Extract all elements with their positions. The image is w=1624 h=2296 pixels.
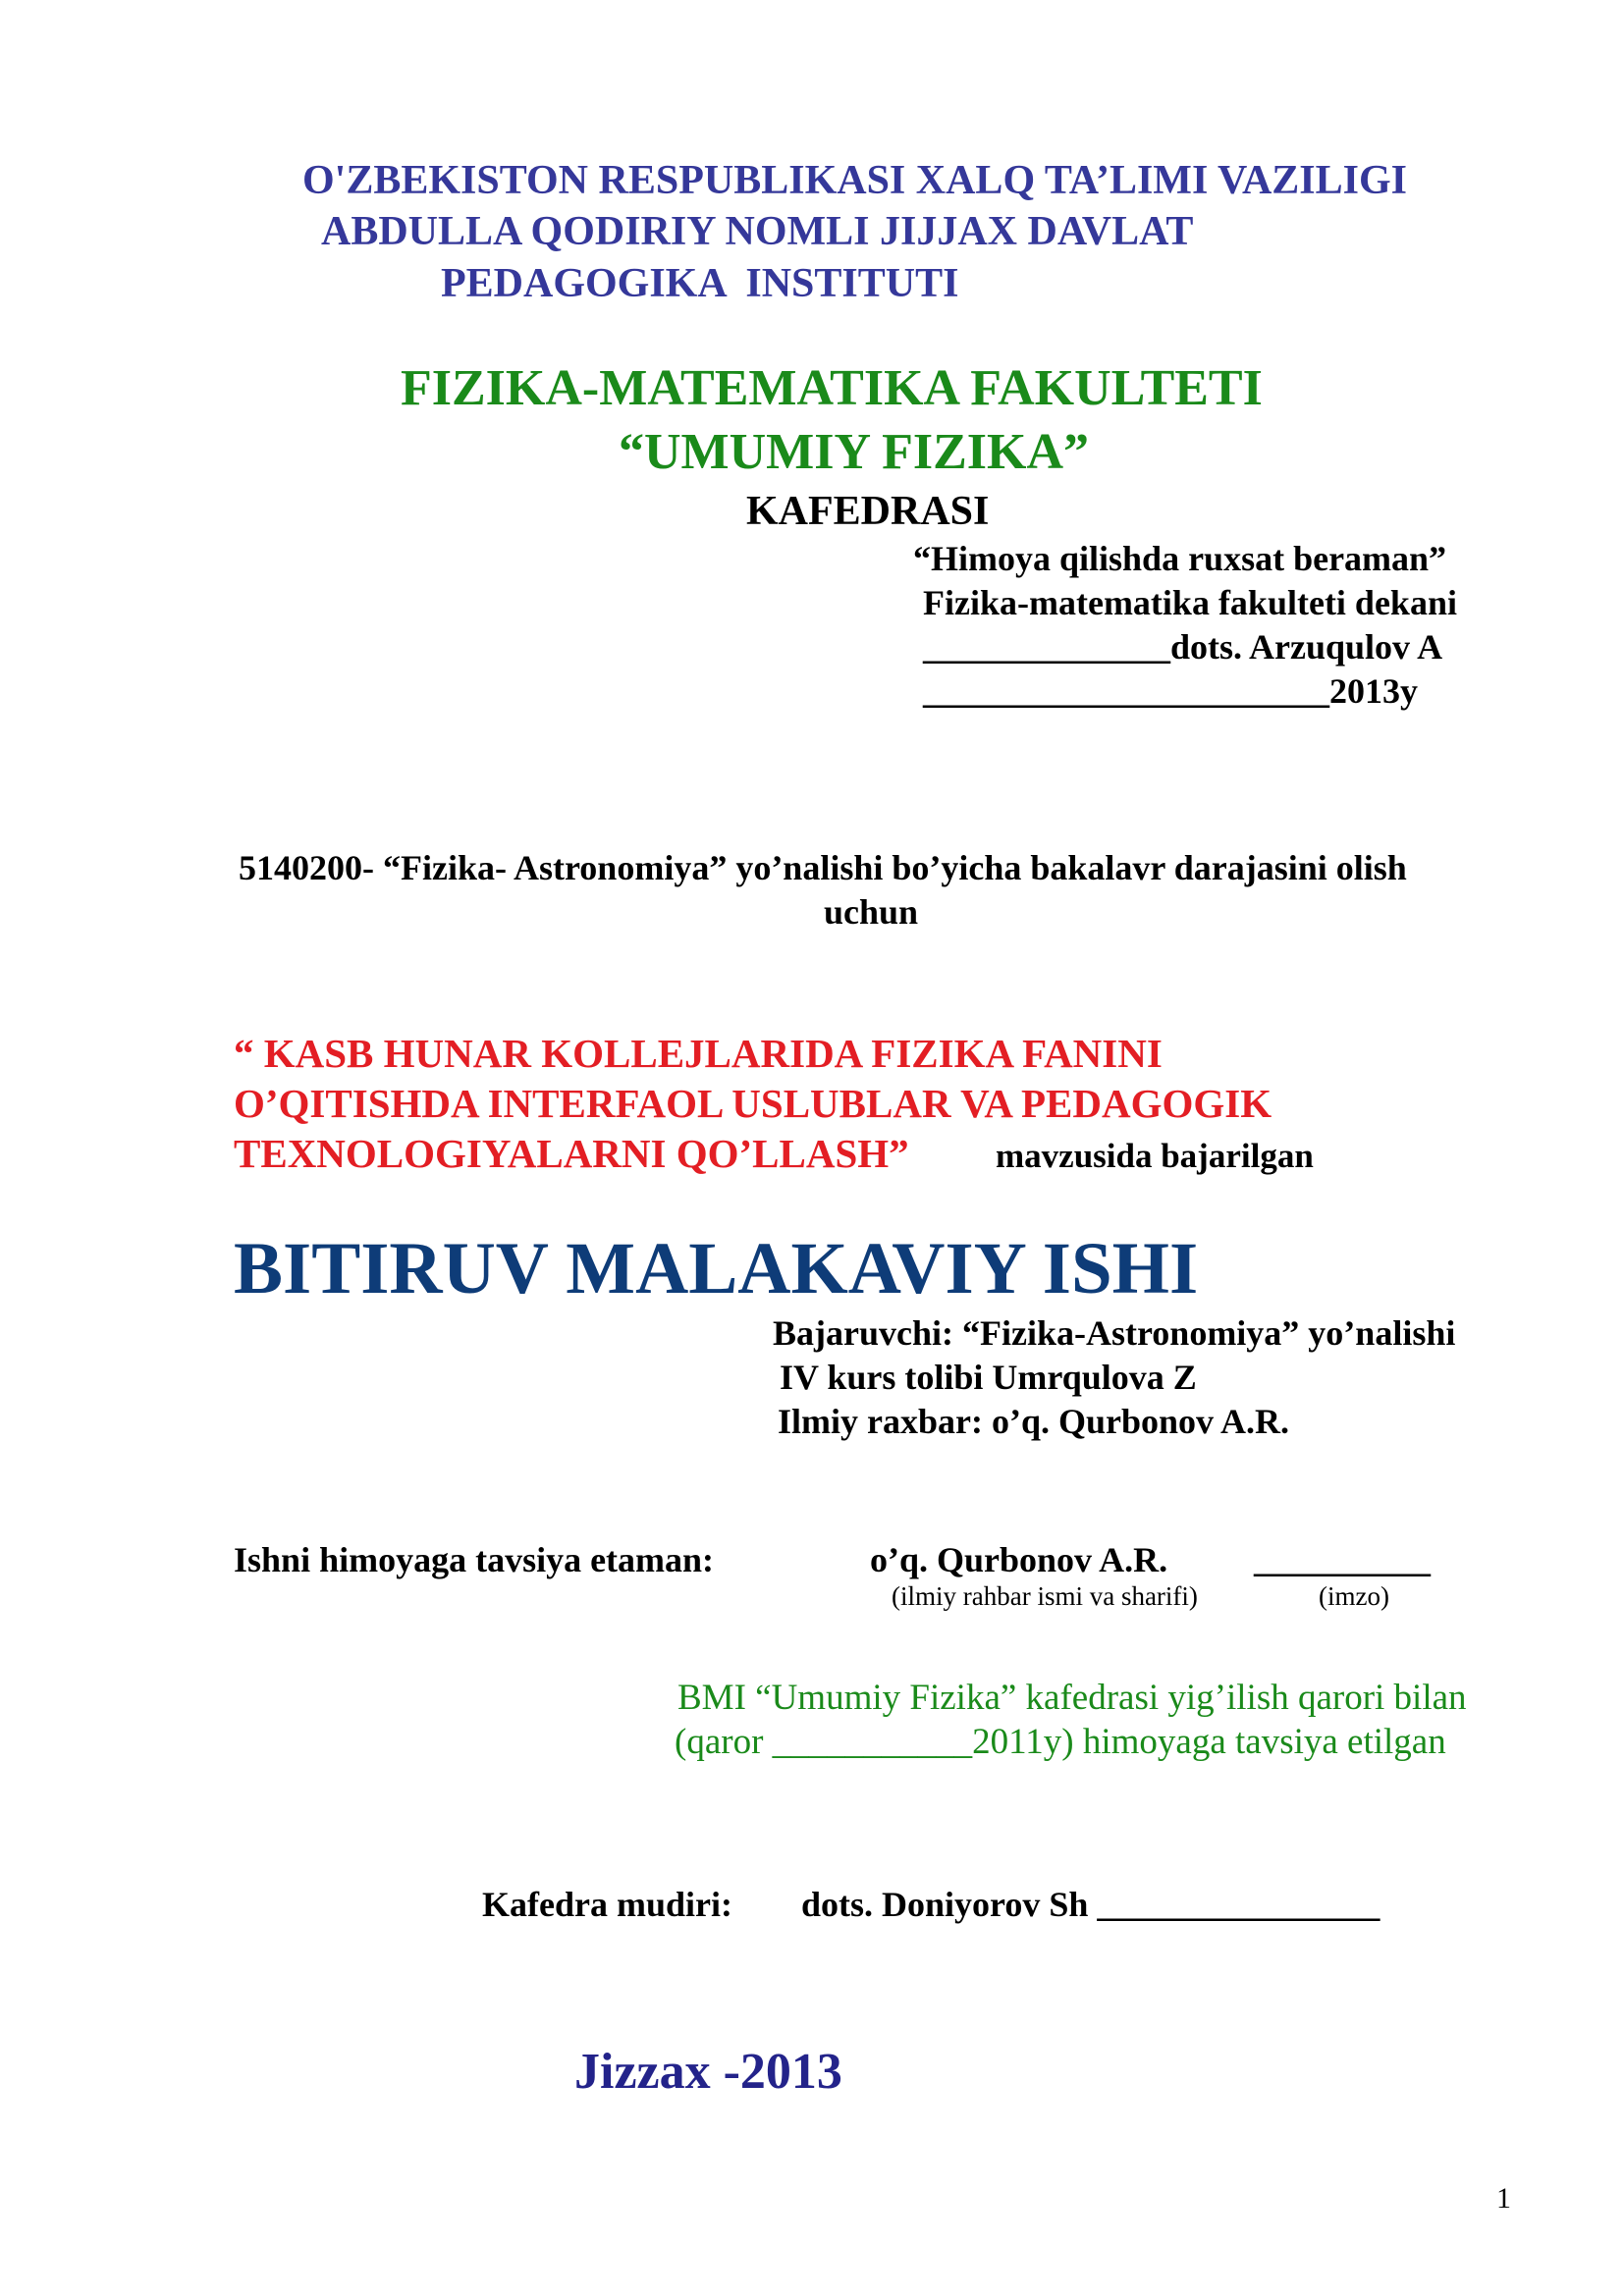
approval-line3: ______________dots. Arzuqulov A: [923, 627, 1443, 667]
recommend-sign-line: __________: [1254, 1540, 1431, 1579]
topic-line3: TEXNOLOGIYALARNI QO’LLASH”: [234, 1131, 909, 1176]
approval-line2: Fizika-matematika fakulteti dekani: [923, 583, 1457, 622]
approval-line1: “Himoya qilishda ruxsat beraman”: [913, 539, 1447, 578]
head-of-dept-label: Kafedra mudiri:: [482, 1885, 732, 1924]
author-line2: IV kurs tolibi Umrqulova Z: [780, 1358, 1197, 1397]
meeting-line1: BMI “Umumiy Fizika” kafedrasi yig’ilish qarori bilan: [677, 1678, 1467, 1718]
topic-suffix: mavzusida bajarilgan: [996, 1137, 1314, 1175]
caption-advisor-name: (ilmiy rahbar ismi va sharifi): [892, 1581, 1198, 1611]
degree-line2: uchun: [824, 892, 919, 932]
topic-line2: O’QITISHDA INTERFAOL USLUBLAR VA PEDAGOGIK: [234, 1081, 1272, 1126]
department-name: “UMUMIY FIZIKA”: [619, 424, 1090, 480]
institute-heading-line1: ABDULLA QODIRIY NOMLI JIJJAX DAVLAT: [321, 209, 1194, 254]
author-line3: Ilmiy raxbar: o’q. Qurbonov A.R.: [778, 1402, 1290, 1441]
faculty-heading: FIZIKA-MATEMATIKA FAKULTETI: [401, 360, 1263, 416]
topic-line1: “ KASB HUNAR KOLLEJLARIDA FIZIKA FANINI: [234, 1031, 1163, 1076]
institute-heading-line2: PEDAGOGIKA INSTITUTI: [441, 261, 959, 306]
caption-signature: (imzo): [1319, 1581, 1389, 1611]
author-line1: Bajaruvchi: “Fizika-Astronomiya” yo’nalishi: [773, 1313, 1456, 1353]
thesis-title: BITIRUV MALAKAVIY ISHI: [234, 1228, 1199, 1309]
meeting-line2: (qaror ___________2011y) himoyaga tavsiya etilgan: [675, 1722, 1446, 1762]
ministry-heading: O'ZBEKISTON RESPUBLIKASI XALQ TA’LIMI VAZILIGI: [302, 158, 1408, 203]
recommend-name: o’q. Qurbonov A.R.: [870, 1540, 1168, 1579]
department-word: KAFEDRASI: [746, 489, 990, 534]
approval-line4: _______________________2013y: [923, 671, 1418, 711]
recommend-label: Ishni himoyaga tavsiya etaman:: [234, 1540, 715, 1579]
degree-line1: 5140200- “Fizika- Astronomiya” yo’nalishi bo’yicha bakalavr darajasini olish: [239, 848, 1407, 887]
city-year: Jizzax -2013: [574, 2044, 842, 2100]
head-of-dept-name: dots. Doniyorov Sh ________________: [801, 1885, 1380, 1924]
page-number: 1: [1496, 2182, 1511, 2215]
